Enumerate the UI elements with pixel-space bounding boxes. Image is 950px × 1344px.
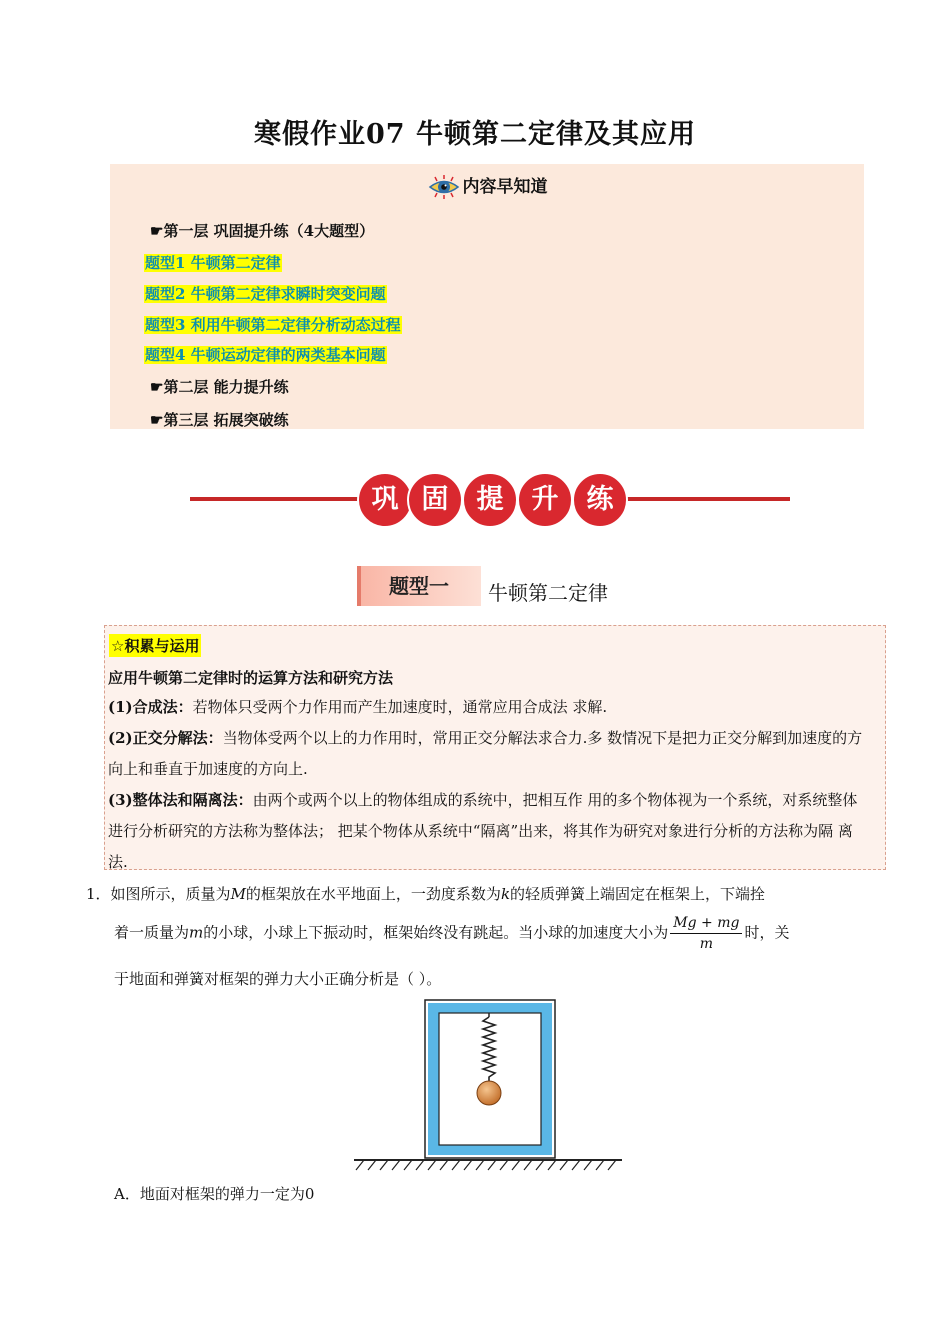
banner-char-5: 练 (586, 484, 614, 515)
section-banner (190, 474, 790, 526)
toc-type-4[interactable]: 题型4 牛顿运动定律的两类基本问题 (145, 346, 386, 364)
toc-heading (110, 172, 864, 200)
toc-heading-text: 内容早知道 (462, 177, 548, 197)
banner-char-3: 提 (476, 484, 504, 515)
question-1-line-1: 1．如图所示，质量为M的框架放在水平地面上，一劲度系数为k的轻质弹簧上端固定在框架上，下端拴 (86, 885, 766, 903)
ground-hatching (356, 1160, 616, 1170)
type-label-box (357, 566, 481, 606)
eye-icon (427, 174, 461, 200)
knowledge-box (104, 625, 886, 870)
question-1-line-2: 着一质量为m的小球，小球上下振动时，框架始终没有跳起。当小球的加速度大小为 $\frac{Mg + mg}{m}$ 时，关 (114, 915, 790, 952)
ball (477, 1081, 501, 1105)
frame-inner (439, 1013, 541, 1145)
type-name: 牛顿第二定律 (488, 581, 608, 605)
toc-type-3[interactable]: 题型3 利用牛顿第二定律分析动态过程 (145, 316, 401, 334)
banner-char-2: 固 (421, 484, 449, 515)
toc-box (110, 164, 864, 429)
knowledge-item-1: (1)合成法：若物体只受两个力作用而产生加速度时，通常应用合成法 求解. (108, 698, 608, 716)
knowledge-heading: 应用牛顿第二定律时的运算方法和研究方法 (108, 669, 394, 687)
toc-layer-3[interactable]: ☛第三层 拓展突破练 (150, 411, 289, 429)
acceleration-fraction: $\frac{Mg + mg}{m}$ (670, 913, 742, 954)
knowledge-tag: ☆积累与运用 (109, 634, 201, 657)
knowledge-item-3: (3)整体法和隔离法：由两个或两个以上的物体组成的系统中，把相互作 用的多个物体视为一个系统，对系统整体进行分析研究的方法称为整体法； 把某个物体从系统中“隔离”出来，将其作为研究对象进行分析的方法称为隔 离法. (108, 791, 858, 871)
banner-char-1: 巩 (371, 484, 399, 515)
toc-layer-2[interactable]: ☛第二层 能力提升练 (150, 378, 289, 396)
frame-spring-figure (350, 994, 625, 1174)
toc-type-2[interactable]: 题型2 牛顿第二定律求瞬时突变问题 (145, 285, 386, 303)
knowledge-item-2: (2)正交分解法：当物体受两个以上的力作用时，常用正交分解法求合力.多 数情况下是把力正交分解到加速度的方向上和垂直于加速度的方向上. (108, 729, 863, 778)
question-1-line-3: 于地面和弹簧对框架的弹力大小正确分析是（ ）。 (114, 970, 442, 988)
toc-type-1[interactable]: 题型1 牛顿第二定律 (145, 254, 281, 272)
type-label: 题型一 (389, 574, 449, 598)
banner-char-4: 升 (531, 484, 559, 515)
page-title: 寒假作业07 牛顿第二定律及其应用 (254, 119, 696, 150)
option-a[interactable]: A．地面对框架的弹力一定为0 (114, 1185, 315, 1203)
toc-layer-1[interactable]: ☛第一层 巩固提升练（4大题型） (150, 222, 375, 240)
